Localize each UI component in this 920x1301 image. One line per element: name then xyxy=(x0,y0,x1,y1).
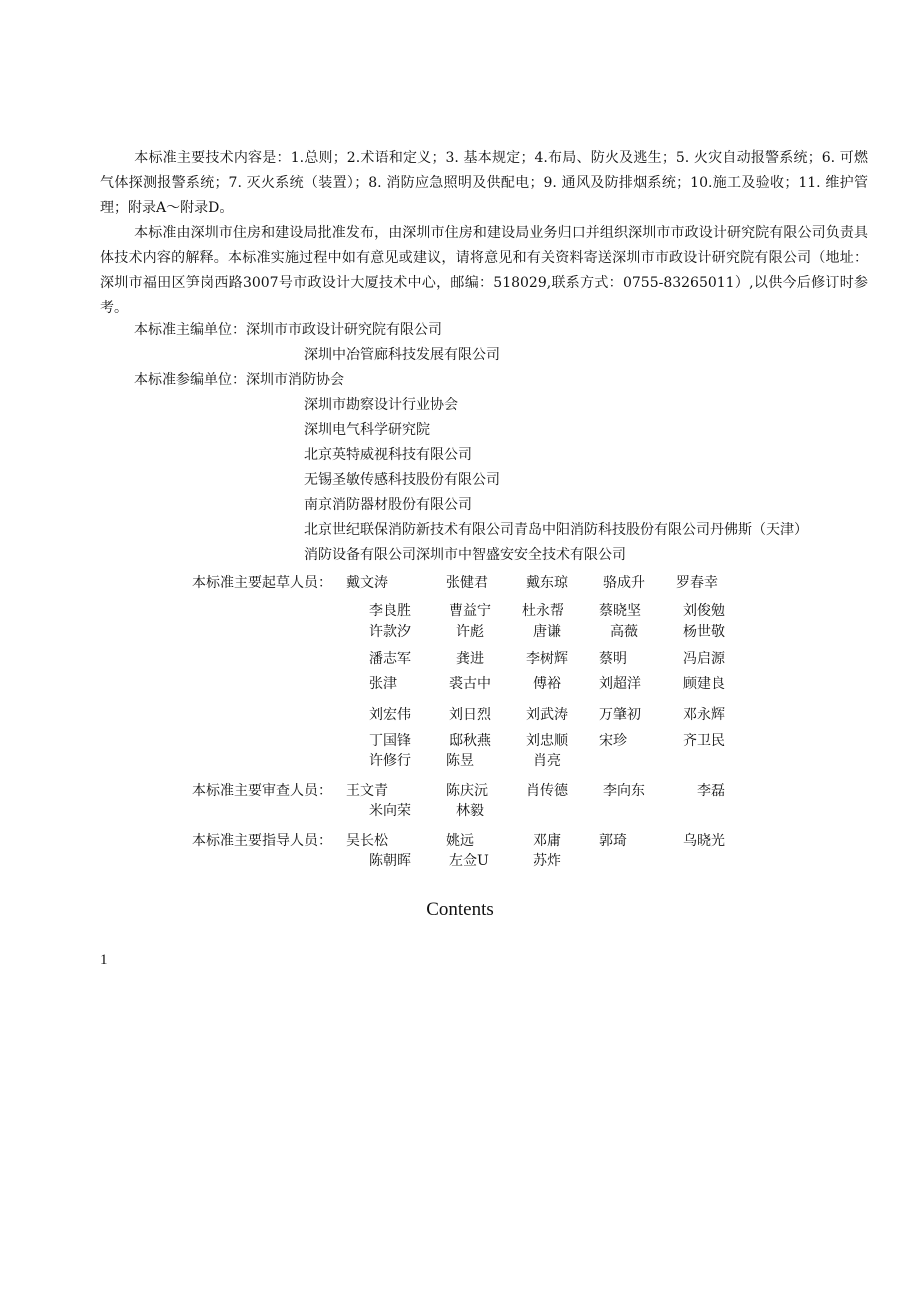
drafter-name: 龚进 xyxy=(456,651,484,667)
drafter-name: 杜永帮 xyxy=(522,603,564,619)
drafter-name: 张健君 xyxy=(446,575,488,591)
drafter-name: 戴东琼 xyxy=(526,575,568,591)
participating-unit: 深圳电气科学研究院 xyxy=(304,422,430,438)
guide-name: 郭琦 xyxy=(599,833,627,849)
drafter-name: 顾建良 xyxy=(683,676,725,692)
reviewer-name: 李磊 xyxy=(697,783,725,799)
drafter-name: 肖亮 xyxy=(533,753,561,769)
drafter-name: 刘忠顺 xyxy=(526,733,568,749)
drafter-name: 傅裕 xyxy=(533,676,561,692)
drafter-name: 万肇初 xyxy=(599,707,641,723)
chief-editors-label: 本标准主编单位： xyxy=(134,322,246,338)
drafter-name: 罗春幸 xyxy=(676,575,718,591)
approval-text: 本标准由深圳市住房和建设局批准发布，由深圳市住房和建设局业务归口并组织深圳市市政设计研究院有限公司负责具体技术内容的解释。本标准实施过程中如有意见或建议，请将意见和有关资料寄送深圳市市政设计研究院有限公司（地址：深圳市福田区笋岗西路3007号市政设计大厦技术中心，邮编：518029,联系方式：0755-83265011）,以供今后修订时参考。 xyxy=(100,225,868,316)
drafter-name: 潘志军 xyxy=(369,651,411,667)
participating-unit: 无锡圣敏传感科技股份有限公司 xyxy=(304,472,500,488)
drafter-name: 刘俊勉 xyxy=(683,603,725,619)
participating-unit: 北京英特威视科技有限公司 xyxy=(304,447,472,463)
contents-heading: Contents xyxy=(426,899,494,920)
guide-name: 左佥U xyxy=(449,853,489,869)
participating-editors-line xyxy=(134,370,344,390)
drafter-name: 杨世敬 xyxy=(683,624,725,640)
guide-name: 吴长松 xyxy=(346,833,388,849)
participating-editors-label: 本标准参编单位： xyxy=(134,372,246,388)
drafter-name: 李良胜 xyxy=(369,603,411,619)
approval-paragraph xyxy=(100,221,868,321)
drafter-name: 蔡晓坚 xyxy=(599,603,641,619)
drafter-name: 许款汐 xyxy=(369,624,411,640)
drafter-name: 刘宏伟 xyxy=(369,707,411,723)
drafter-name: 戴文涛 xyxy=(346,575,388,591)
drafter-name: 齐卫民 xyxy=(683,733,725,749)
drafter-name: 张津 xyxy=(369,676,397,692)
chief-editor-unit: 深圳中冶管廊科技发展有限公司 xyxy=(304,347,500,363)
drafter-name: 刘超洋 xyxy=(599,676,641,692)
reviewer-name: 林毅 xyxy=(456,803,484,819)
participating-unit: 深圳市消防协会 xyxy=(246,372,344,388)
drafter-name: 丁国锋 xyxy=(369,733,411,749)
participating-unit: 深圳市勘察设计行业协会 xyxy=(304,397,458,413)
guide-name: 姚远 xyxy=(446,833,474,849)
guides-label: 本标准主要指导人员： xyxy=(192,833,332,849)
drafter-name: 许彪 xyxy=(456,624,484,640)
page-number: 1 xyxy=(100,952,108,968)
drafter-name: 刘武涛 xyxy=(526,707,568,723)
reviewer-name: 米向荣 xyxy=(369,803,411,819)
technical-content-text: 本标准主要技术内容是：1.总则；2.术语和定义；3. 基本规定；4.布局、防火及逃生；5. 火灾自动报警系统；6. 可燃气体探测报警系统；7. 灭火系统（装置）；8. 消防应急照明及供配电；9. 通风及防排烟系统；10.施工及验收；11. 维护管理；附录A～附录D。 xyxy=(100,150,868,216)
reviewers-label: 本标准主要审查人员： xyxy=(192,783,332,799)
chief-editor-unit: 深圳市市政设计研究院有限公司 xyxy=(246,322,442,338)
drafter-name: 曹益宁 xyxy=(449,603,491,619)
drafter-name: 冯启源 xyxy=(683,651,725,667)
drafter-name: 蔡明 xyxy=(599,651,627,667)
technical-content-paragraph xyxy=(100,146,868,221)
drafter-name: 骆成升 xyxy=(603,575,645,591)
drafter-name: 陈昱 xyxy=(446,753,474,769)
drafter-name: 邓永辉 xyxy=(683,707,725,723)
participating-unit: 北京世纪联保消防新技术有限公司青岛中阳消防科技股份有限公司丹佛斯（天津） xyxy=(304,522,808,538)
drafter-name: 邸秋燕 xyxy=(449,733,491,749)
drafter-name: 裘古中 xyxy=(449,676,491,692)
drafter-name: 李树辉 xyxy=(526,651,568,667)
participating-unit: 南京消防器材股份有限公司 xyxy=(304,497,472,513)
drafter-name: 高薇 xyxy=(610,624,638,640)
chief-editors-line xyxy=(134,320,442,340)
reviewer-name: 肖传德 xyxy=(526,783,568,799)
drafter-name: 许修行 xyxy=(369,753,411,769)
drafter-name: 刘日烈 xyxy=(449,707,491,723)
reviewer-name: 李向东 xyxy=(603,783,645,799)
guide-name: 苏炸 xyxy=(533,853,561,869)
reviewer-name: 王文青 xyxy=(346,783,388,799)
guide-name: 乌晓光 xyxy=(683,833,725,849)
participating-unit: 消防设备有限公司深圳市中智盛安安全技术有限公司 xyxy=(304,547,626,563)
guide-name: 陈朝晖 xyxy=(369,853,411,869)
drafter-name: 唐谦 xyxy=(533,624,561,640)
reviewer-name: 陈庆沅 xyxy=(446,783,488,799)
drafters-label: 本标准主要起草人员： xyxy=(192,575,332,591)
drafter-name: 宋珍 xyxy=(599,733,627,749)
guide-name: 邓庸 xyxy=(533,833,561,849)
